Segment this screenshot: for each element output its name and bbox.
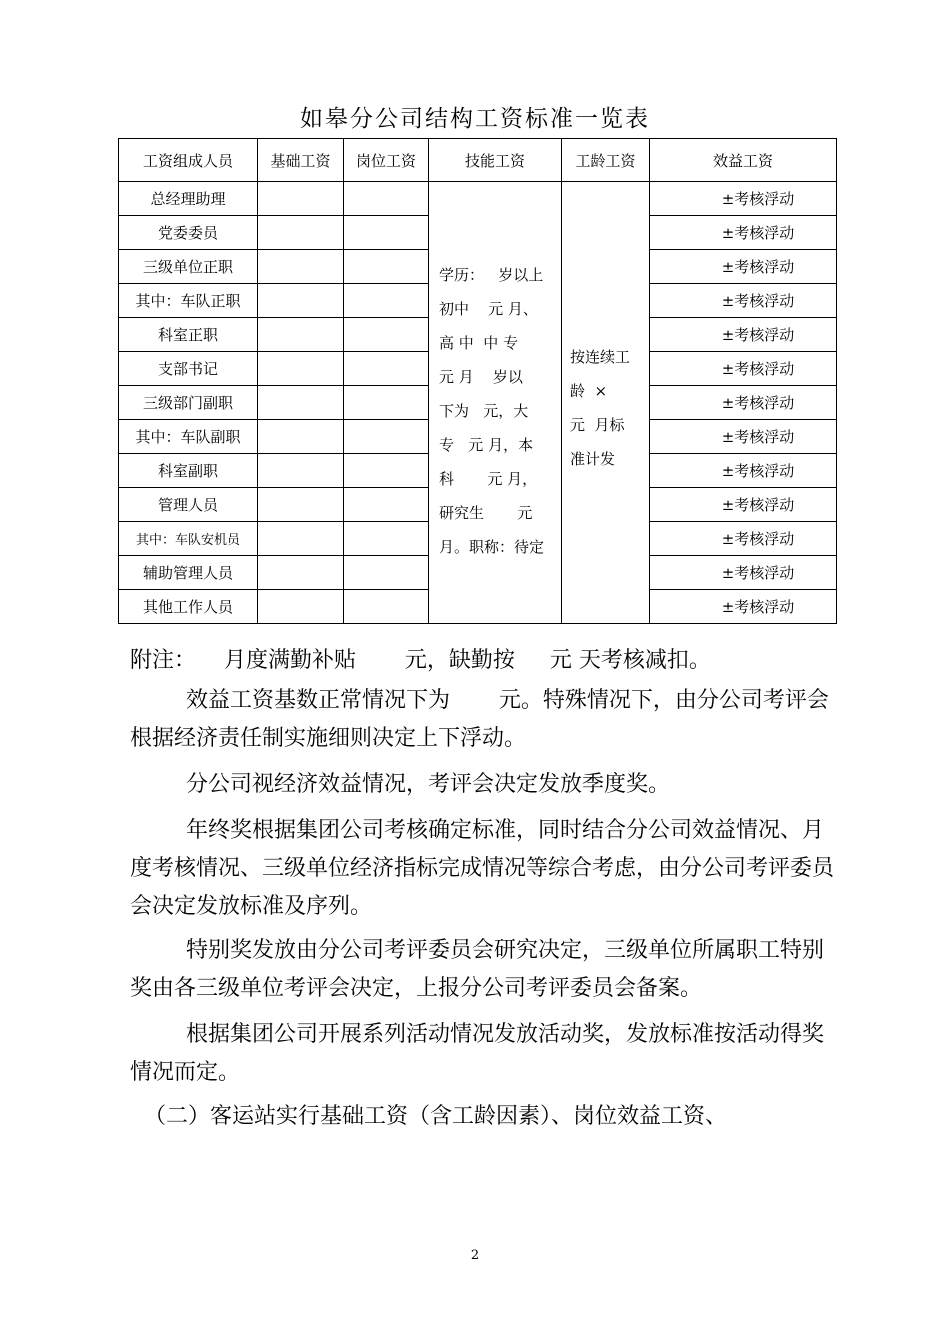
skill-line: 研究生 元 (439, 504, 533, 522)
header-cell: 技能工资 (429, 139, 562, 182)
skill-line: 月。职称：待定 (439, 538, 545, 556)
base-pay-cell (258, 522, 344, 556)
skill-line: 专 元 月，本 (439, 436, 534, 454)
base-pay-cell (258, 318, 344, 352)
post-pay-cell (344, 250, 429, 284)
post-pay-cell (344, 386, 429, 420)
role-cell: 三级单位正职 (119, 250, 258, 284)
base-pay-cell (258, 386, 344, 420)
role-cell: 总经理助理 (119, 182, 258, 216)
post-pay-cell (344, 454, 429, 488)
base-pay-cell (258, 556, 344, 590)
seniority-line: 准计发 (570, 450, 616, 468)
post-pay-cell (344, 318, 429, 352)
role-cell: 其中：车队副职 (119, 420, 258, 454)
post-pay-cell (344, 352, 429, 386)
post-pay-cell (344, 522, 429, 556)
benefit-cell: ±考核浮动 (650, 250, 837, 284)
role-cell: 党委委员 (119, 216, 258, 250)
benefit-cell: ±考核浮动 (650, 488, 837, 522)
benefit-cell: ±考核浮动 (650, 352, 837, 386)
header-cell: 工龄工资 (562, 139, 650, 182)
note-paragraph: 分公司视经济效益情况，考评会决定发放季度奖。 (130, 772, 670, 797)
benefit-cell: ±考核浮动 (650, 556, 837, 590)
header-cell: 基础工资 (258, 139, 344, 182)
seniority-line: 按连续工 (570, 348, 631, 366)
post-pay-cell (344, 420, 429, 454)
seniority-line: 元 月标 (570, 416, 625, 434)
benefit-cell: ±考核浮动 (650, 590, 837, 624)
benefit-cell: ±考核浮动 (650, 386, 837, 420)
role-cell: 科室副职 (119, 454, 258, 488)
role-cell: 其中：车队安机员 (119, 522, 258, 556)
post-pay-cell (344, 284, 429, 318)
base-pay-cell (258, 352, 344, 386)
skill-pay-cell (429, 182, 562, 624)
page-title: 如皋分公司结构工资标准一览表 (300, 106, 650, 132)
note-paragraph: 年终奖根据集团公司考核确定标准，同时结合分公司效益情况、月度考核情况、三级单位经济指标完成情况等综合考虑，由分公司考评委员会决定发放标准及序列。 (130, 818, 835, 919)
benefit-cell: ±考核浮动 (650, 182, 837, 216)
base-pay-cell (258, 250, 344, 284)
note-paragraph: 效益工资基数正常情况下为 元。特殊情况下，由分公司考评会根据经济责任制实施细则决定上下浮动。 (130, 688, 829, 751)
salary-table (118, 138, 837, 624)
post-pay-cell (344, 216, 429, 250)
benefit-cell: ±考核浮动 (650, 216, 837, 250)
role-cell: 支部书记 (119, 352, 258, 386)
role-cell: 辅助管理人员 (119, 556, 258, 590)
header-cell: 效益工资 (650, 139, 837, 182)
base-pay-cell (258, 488, 344, 522)
skill-line: 下为 元，大 (439, 402, 529, 420)
note-paragraph: （二）客运站实行基础工资（含工龄因素）、岗位效益工资、 (130, 1104, 728, 1129)
skill-line: 初中 元 月、 (439, 300, 538, 318)
benefit-cell: ±考核浮动 (650, 318, 837, 352)
skill-line: 学历： 岁以上 (439, 266, 544, 284)
post-pay-cell (344, 590, 429, 624)
role-cell: 三级部门副职 (119, 386, 258, 420)
seniority-pay-cell (562, 182, 650, 624)
page-number: 2 (470, 1248, 480, 1263)
post-pay-cell (344, 488, 429, 522)
seniority-line: 龄 × (570, 382, 608, 400)
benefit-cell: ±考核浮动 (650, 420, 837, 454)
base-pay-cell (258, 590, 344, 624)
role-cell: 管理人员 (119, 488, 258, 522)
note-paragraph: 附注： 月度满勤补贴 元，缺勤按 元 天考核减扣。 (130, 648, 711, 673)
header-cell: 工资组成人员 (119, 139, 258, 182)
header-cell: 岗位工资 (344, 139, 429, 182)
role-cell: 其中：车队正职 (119, 284, 258, 318)
benefit-cell: ±考核浮动 (650, 454, 837, 488)
base-pay-cell (258, 454, 344, 488)
note-paragraph: 根据集团公司开展系列活动情况发放活动奖，发放标准按活动得奖情况而定。 (130, 1022, 824, 1085)
skill-line: 科 元 月， (439, 470, 538, 488)
skill-line: 元 月 岁以 (439, 368, 523, 386)
base-pay-cell (258, 182, 344, 216)
benefit-cell: ±考核浮动 (650, 284, 837, 318)
notes-section (130, 642, 836, 1136)
post-pay-cell (344, 556, 429, 590)
base-pay-cell (258, 420, 344, 454)
benefit-cell: ±考核浮动 (650, 522, 837, 556)
base-pay-cell (258, 216, 344, 250)
post-pay-cell (344, 182, 429, 216)
table-row (119, 182, 837, 216)
role-cell: 其他工作人员 (119, 590, 258, 624)
base-pay-cell (258, 284, 344, 318)
role-cell: 科室正职 (119, 318, 258, 352)
note-paragraph: 特别奖发放由分公司考评委员会研究决定，三级单位所属职工特别奖由各三级单位考评会决定，上报分公司考评委员会备案。 (130, 938, 824, 1001)
skill-line: 高 中 中 专 (439, 334, 519, 352)
table-header-row (119, 139, 837, 182)
